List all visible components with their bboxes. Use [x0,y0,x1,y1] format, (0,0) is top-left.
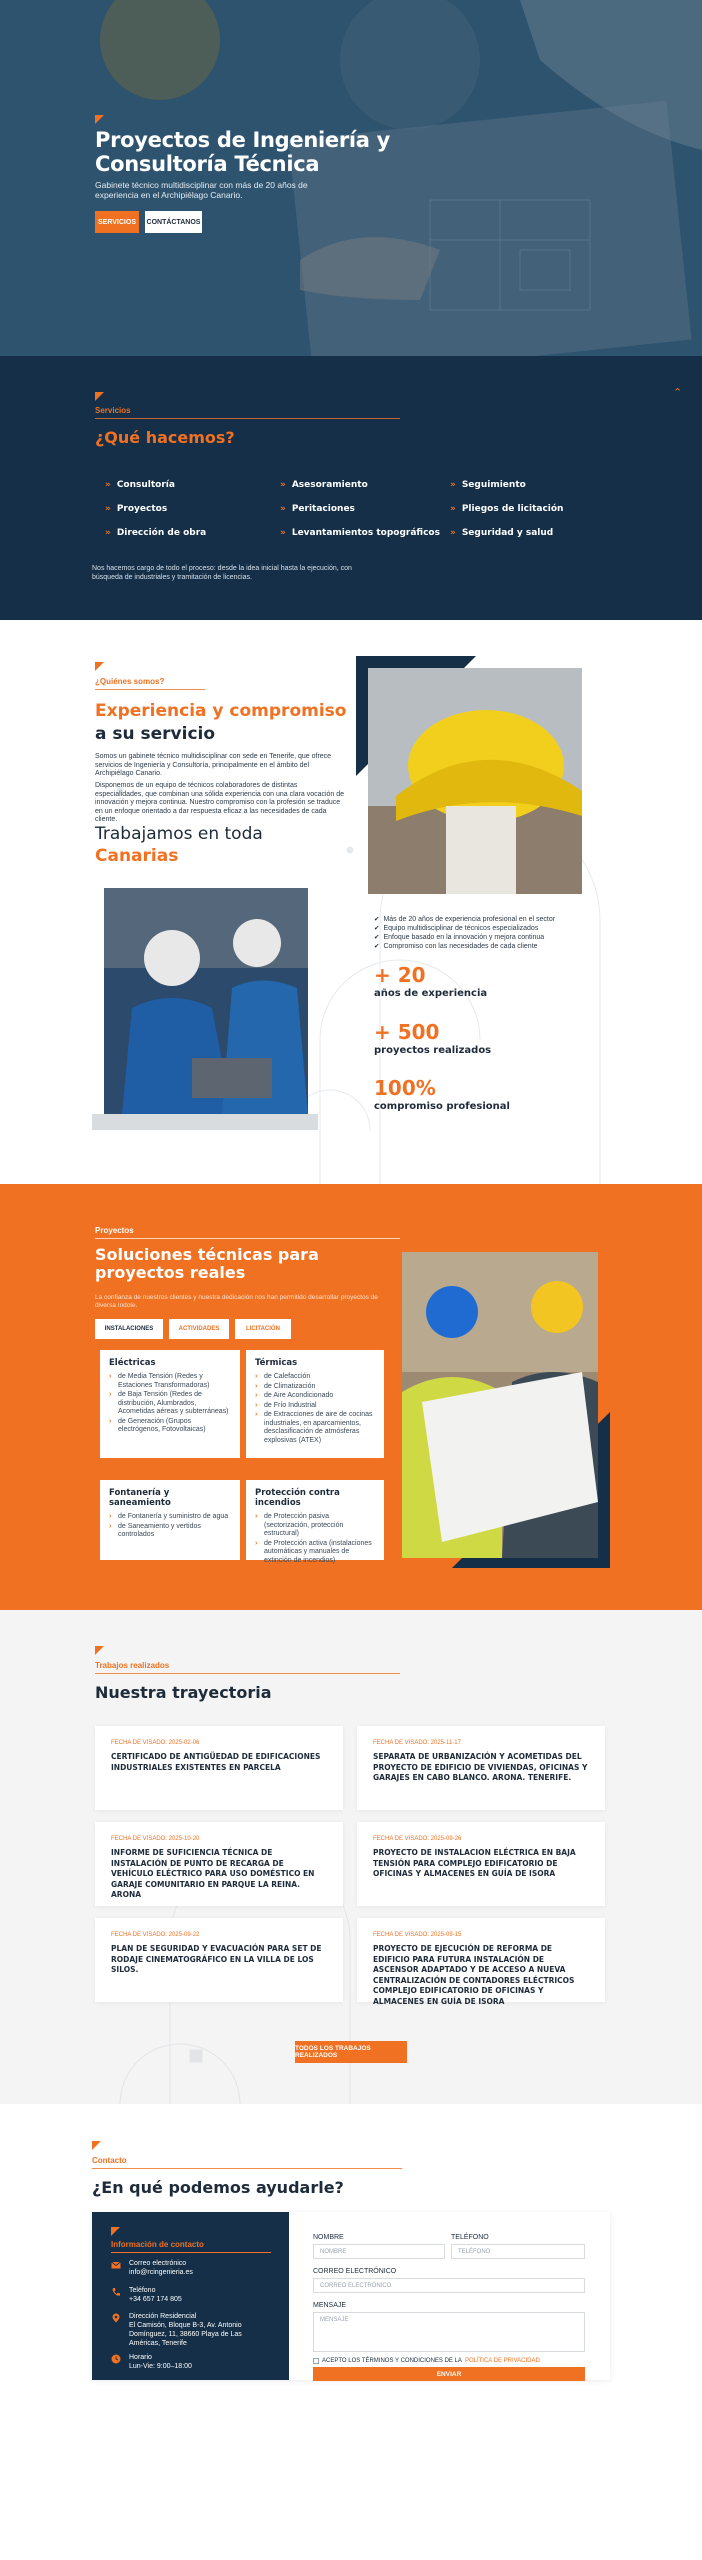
contact-section [0,2104,702,2560]
contact-button[interactable]: CONTÁCTANOS [145,211,202,233]
feature-item: ✔ Enfoque basado en la innovación y mejora continua [374,933,555,942]
email-input[interactable]: CORREO ELECTRÓNICO [313,2278,585,2293]
name-input[interactable]: NOMBRE [313,2244,445,2259]
card-title: Eléctricas [109,1358,156,1368]
card-title: Térmicas [255,1358,298,1368]
card-item: › de Protección pasiva (sectorización, protección estructural) [255,1513,375,1539]
stat-label: años de experiencia [374,988,488,999]
terms-text: ACEPTO LOS TÉRMINOS Y CONDICIONES DE LA [322,2358,462,2364]
feature-item: ✔ Compromiso con las necesidades de cada cliente [374,942,555,951]
projects-title: Soluciones técnicas para proyectos reales [95,1245,319,1282]
projects-subtitle: La confianza de nuestros clientes y nuestra dedicación nos han permitido desarrollar proyectos de diversa índole. [95,1294,378,1309]
about-paragraph: Somos un gabinete técnico multidisciplinar con sede en Tenerife, que ofrece servicios de Ingeniería y Consultoría, principalmente en el ámbito del Archipiélago Canario. [95,753,332,777]
privacy-policy-link[interactable]: POLÍTICA DE PRIVACIDAD [464,2358,540,2364]
section-label: ¿Quiénes somos? [95,677,165,686]
card-item: › de Media Tensión (Redes y Estaciones Transformadoras) [109,1373,231,1390]
contact-hours [111,2353,192,2371]
contact-phone [111,2286,182,2304]
work-date: FECHA DE VISADO: 2025-10-20 [111,1836,200,1842]
about-title-dark: a su servicio [95,724,216,744]
services-description: Nos hacemos cargo de todo el proceso: desde la idea inicial hasta la ejecución, con búsqueda de industriales y tramitación de licencias. [92,565,352,581]
work-title: Trabajamos en toda [95,824,263,844]
work-date: FECHA DE VISADO: 2025-09-26 [373,1836,462,1842]
work-title: INFORME DE SUFICIENCIA TÉCNICA DE INSTALACIÓN DE PUNTO DE RECARGA DE VEHÍCULO ELÉCTRICO PARA USO DOMÉSTICO EN GARAJE COMUNITARIO EN PARQUE LA REINA. ARONA [111,1848,315,1899]
work-card[interactable] [357,1918,605,2006]
service-item[interactable]: » Levantamientos topográficos [280,528,440,538]
hero-title: Proyectos de Ingeniería y Consultoría Técnica [95,128,391,176]
mail-icon [111,2260,121,2270]
clock-icon [111,2354,121,2364]
all-works-button[interactable]: TODOS LOS TRABAJOS REALIZADOS [295,2041,407,2063]
project-card [100,1480,240,1560]
section-title: ¿Qué hacemos? [95,428,235,447]
work-date: FECHA DE VISADO: 2025-11-17 [373,1740,461,1746]
card-item: › de Fontanería y suministro de agua [109,1513,231,1522]
service-item[interactable]: » Peritaciones [280,504,355,514]
hours-text: Lun-Vie: 9:00–18:00 [129,2363,192,2370]
project-card [246,1480,384,1564]
tab-actividades[interactable]: ACTIVIDADES [169,1319,229,1339]
project-card [100,1350,240,1458]
work-title: PLAN DE SEGURIDAD Y EVACUACIÓN PARA SET DE RODAJE CINEMATOGRÁFICO EN LA VILLA DE LOS SILOS. [111,1944,322,1974]
work-date: FECHA DE VISADO: 2025-02-06 [111,1740,200,1746]
services-section [0,356,702,620]
workers-image [92,888,318,1130]
projects-section [0,1184,702,1610]
card-item: › de Saneamiento y vertidos controlados [109,1523,231,1540]
service-item[interactable]: » Seguimiento [450,480,526,490]
accent-corner-icon [95,392,104,401]
service-item[interactable]: » Proyectos [105,504,168,514]
work-title: CERTIFICADO DE ANTIGÜEDAD DE EDIFICACIONES INDUSTRIALES EXISTENTES EN PARCELA [111,1752,321,1772]
section-label: Proyectos [95,1226,134,1235]
card-item: › de Generación (Grupos electrógenos, Fotovoltaicas) [109,1418,231,1435]
phone-label: TELÉFONO [451,2234,489,2241]
stat-number: 100% [374,1076,436,1100]
work-card[interactable] [95,1822,343,1906]
email-link[interactable]: info@rcingenieria.es [129,2269,193,2276]
feature-item: ✔ Más de 20 años de experiencia profesional en el sector [374,915,555,924]
phone-link[interactable]: +34 657 174 805 [129,2296,182,2303]
card-item: › de Baja Tensión (Redes de distribución, Alumbrados, Acometidas aéreas y subterráneas) [109,1391,231,1417]
stat-label: compromiso profesional [374,1101,510,1112]
location-pin-icon [111,2313,121,2323]
service-item[interactable]: » Pliegos de licitación [450,504,564,514]
contact-info-title: Información de contacto [111,2240,204,2249]
section-title: ¿En qué podemos ayudarle? [92,2178,344,2197]
service-item[interactable]: » Asesoramiento [280,480,368,490]
works-section [0,1610,702,2104]
stat-number: + 20 [374,963,426,987]
card-title: Protección contra incendios [255,1488,340,1508]
stat-number: + 500 [374,1020,440,1044]
work-card[interactable] [357,1726,605,1810]
about-paragraph: Disponemos de un equipo de técnicos colaboradores de distintas especialidades, que combinan una sólida experiencia con una clara vocación de innovación y mejora continua. Nuestro compromiso con la profesión se traduce en un enfoque orientado a dar respuesta eficaz a las necesidades de cada cliente. [95,782,345,823]
card-title: Fontanería y saneamiento [109,1488,171,1508]
services-button[interactable]: SERVICIOS [95,211,139,233]
scroll-top-icon[interactable]: ⌃ [673,387,683,399]
service-item[interactable]: » Seguridad y salud [450,528,554,538]
hero-subtitle: Gabinete técnico multidisciplinar con más de 20 años de experiencia en el Archipiélago Canario. [95,180,308,200]
about-title-orange: Experiencia y compromiso [95,701,347,721]
name-label: NOMBRE [313,2234,344,2241]
tab-instalaciones[interactable]: INSTALACIONES [95,1319,163,1339]
work-date: FECHA DE VISADO: 2025-09-15 [373,1932,462,1938]
features-list [374,915,555,951]
contact-email [111,2259,193,2277]
submit-button[interactable]: ENVIAR [313,2367,585,2381]
feature-item: ✔ Equipo multidisciplinar de técnicos especializados [374,924,555,933]
section-title: Nuestra trayectoria [95,1683,272,1702]
section-label: Servicios [95,406,131,415]
tab-licitacion[interactable]: LICITACIÓN [235,1319,291,1339]
work-title: PROYECTO DE EJECUCIÓN DE REFORMA DE EDIFICIO PARA FUTURA INSTALACIÓN DE ASCENSOR ADAPTADO Y DE ACCESO A NUEVA CENTRALIZACIÓN DE CONTADORES ELÉCTRICOS COMPLEJO EDIFICATORIO DE OFICINAS Y ALMACENES EN GUÍA DE ISORA [373,1944,575,2006]
work-date: FECHA DE VISADO: 2025-09-22 [111,1932,200,1938]
section-label: Trabajos realizados [95,1661,170,1670]
card-item: › de Extracciones de aire de cocinas industriales, en aparcamientos, desclasificación de atmósferas explosivas (ATEX) [255,1411,375,1445]
about-section [0,620,702,1184]
phone-icon [111,2287,121,2297]
service-item[interactable]: » Dirección de obra [105,528,207,538]
stat-label: proyectos realizados [374,1045,492,1056]
work-card[interactable] [95,1726,343,1810]
work-card[interactable] [357,1822,605,1906]
card-item: › de Frío Industrial [255,1402,375,1411]
terms-row [313,2358,540,2364]
message-textarea[interactable]: MENSAJE [313,2312,585,2352]
service-item[interactable]: » Consultoría [105,480,175,490]
accent-corner-icon [92,2141,101,2150]
card-item: › de Aire Acondicionado [255,1392,375,1401]
work-card[interactable] [95,1918,343,2002]
work-title: PROYECTO DE INSTALACION ELÉCTRICA EN BAJA TENSIÓN PARA COMPLEJO EDIFICATORIO DE OFICINAS Y ALMACENES EN GUÍA DE ISORA [373,1848,576,1878]
card-item: › de Climatización [255,1383,375,1392]
phone-input[interactable]: TELÉFONO [451,2244,585,2259]
helmet-image [356,656,582,894]
work-title-region: Canarias [95,846,179,866]
info-label: Dirección Residencial [129,2313,197,2320]
info-label: Correo electrónico [129,2260,187,2267]
address-text: El Camisón, Bloque B-3, Av. Antonio Domínguez, 11, 38660 Playa de Las Américas, Tenerife [129,2322,242,2347]
work-title: SEPARATA DE URBANIZACIÓN Y ACOMETIDAS DEL PROYECTO DE EDIFICIO DE VIVIENDAS, OFICINAS Y GARAJES EN CABO BLANCO. ARONA. TENERIFE. [373,1752,588,1782]
message-label: MENSAJE [313,2302,347,2309]
info-label: Teléfono [129,2287,156,2294]
card-item: › de Protección activa (instalaciones automáticas y manuales de extinción de incendios) [255,1540,375,1566]
terms-checkbox[interactable] [313,2358,319,2364]
info-label: Horario [129,2354,152,2361]
hero-section [0,0,702,356]
engineers-image [402,1252,610,1568]
contact-address [111,2312,271,2348]
email-label: CORREO ELECTRÓNICO [313,2268,397,2275]
project-card [246,1350,384,1458]
section-label: Contacto [92,2156,127,2165]
card-item: › de Calefacción [255,1373,375,1382]
